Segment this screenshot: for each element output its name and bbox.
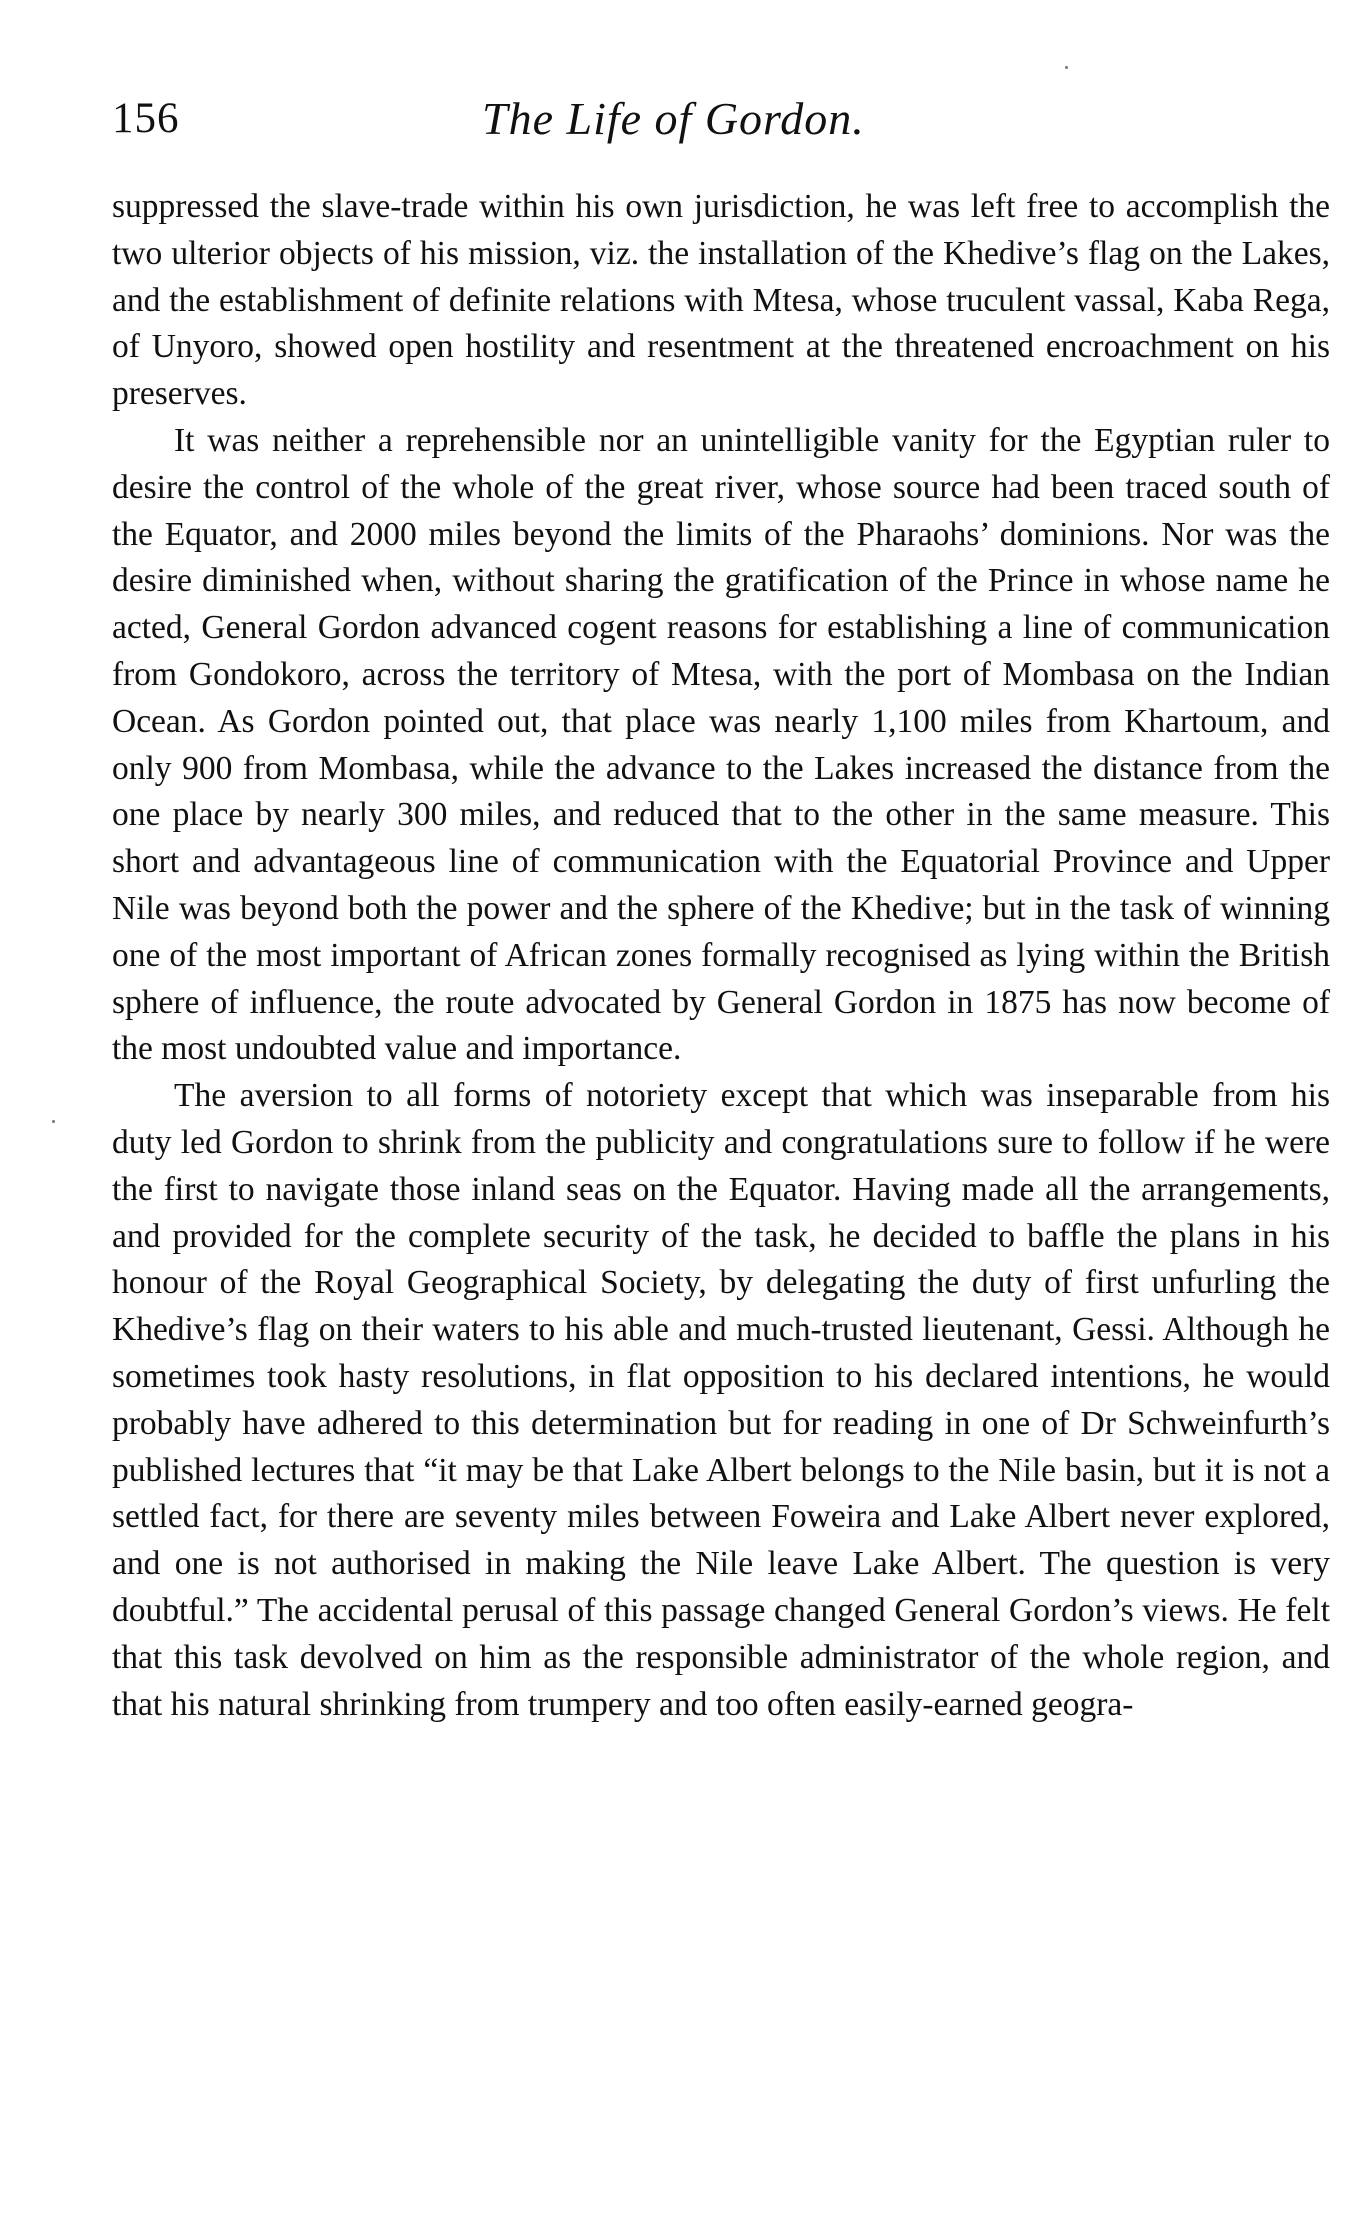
paragraph-egyptian-ruler: It was neither a reprehensible nor an unintelligible vanity for the Egyptian ruler to desire the control of the whole of the great river, whose source had been traced south of the Equator, and 2000 miles beyond the limits of the Pharaohs’ dominions. Nor was the desire diminished when, without sharing the gratification of the Prince in whose name he acted, General Gordon advanced cogent reasons for establishing a line of communication from Gondokoro, across the territory of Mtesa, with the port of Mombasa on the Indian Ocean. As Gordon pointed out, that place was nearly 1,100 miles from Khartoum, and only 900 from Mombasa, while the advance to the Lakes increased the distance from the one place by nearly 300 miles, and reduced that to the other in the same measure. This short and advantageous line of communication with the Equatorial Province and Upper Nile was beyond both the power and the sphere of the Khedive; but in the task of winning one of the most important of African zones formally recognised as lying within the British sphere of influence, the route advocated by General Gordon in 1875 has now become of the most undoubted value and importance. — [112, 421, 1330, 1068]
paragraph-aversion-to-notoriety: The aversion to all forms of notoriety except that which was inseparable from his duty led Gordon to shrink from the publicity and congratulations sure to follow if he were the first to navigate those inland seas on the Equator. Having made all the arrangements, and provided for the complete security of the task, he decided to baffle the plans in his honour of the Royal Geographical Society, by delegating the duty of first unfurling the Khedive’s flag on their waters to his able and much-trusted lieutenant, Gessi. Although he sometimes took hasty resolutions, in flat opposition to his declared intentions, he would probably have adhered to this determination but for reading in one of Dr Schweinfurth’s published lectures that “it may be that Lake Albert belongs to the Nile basin, but it is not a settled fact, for there are seventy miles between Foweira and Lake Albert never explored, and one is not authorised in making the Nile leave Lake Albert. The question is very doubtful.” The accidental perusal of this passage changed General Gordon’s views. He felt that this task devolved on him as the responsible administrator of the whole region, and that his natural shrinking from trumpery and too often easily-earned geogra- — [112, 1077, 1330, 1723]
running-title: The Life of Gordon. — [482, 93, 865, 144]
scan-speck — [1065, 66, 1068, 69]
scan-speck — [52, 1120, 55, 1123]
body-text — [112, 184, 1330, 1728]
page-header — [112, 84, 1332, 154]
paragraph-continuation: suppressed the slave-trade within his own jurisdiction, he was left free to accomplish the two ulterior objects of his mission, viz. the installation of the Khedive’s flag on the Lakes, and the establishment of definite relations with Mtesa, whose truculent vassal, Kaba Rega, of Unyoro, showed open hostility and resentment at the threatened encroachment on his preserves. — [112, 188, 1330, 413]
page-number: 156 — [112, 95, 180, 142]
